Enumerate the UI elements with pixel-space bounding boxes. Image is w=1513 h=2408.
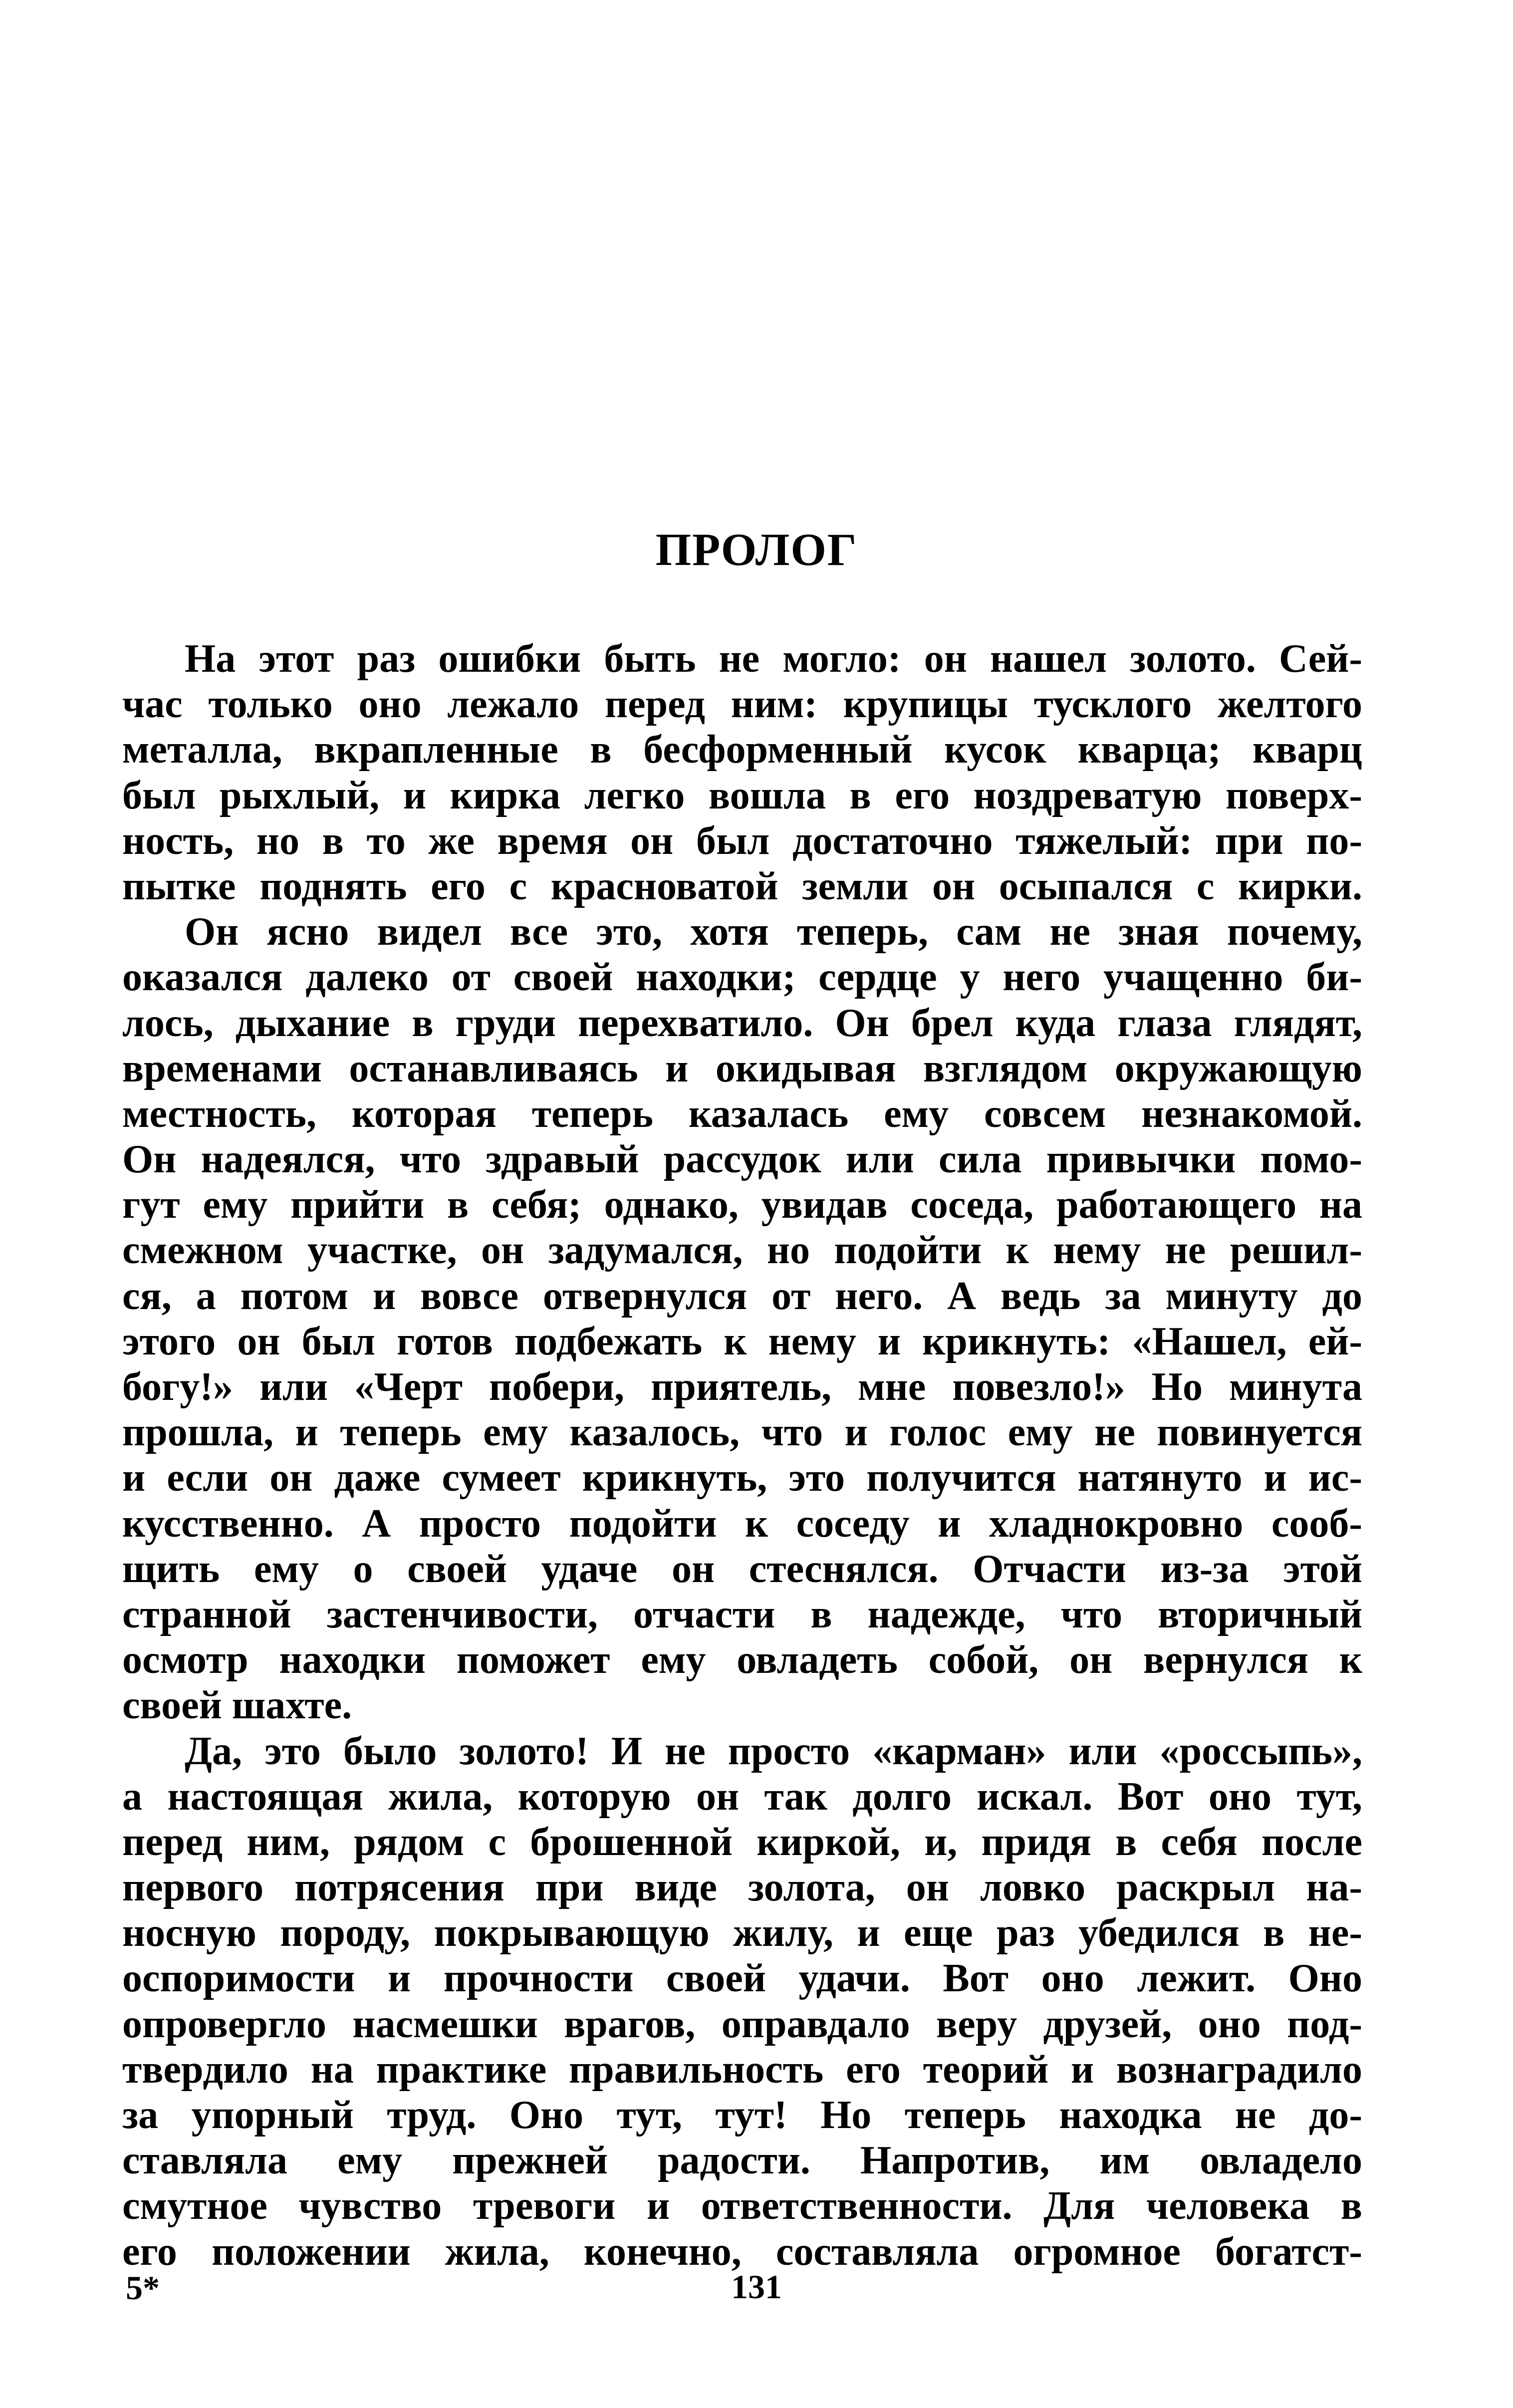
text-line: ность, но в то же время он был достаточно тяжелый: при по- — [122, 818, 1362, 863]
text-line: местность, которая теперь казалась ему совсем незнакомой. — [122, 1091, 1362, 1136]
text-line: своей шахте. — [122, 1683, 352, 1728]
text-line: смежном участке, он задумался, но подойти к нему не решил- — [122, 1228, 1362, 1273]
text-line: странной застенчивости, отчасти в надежде, что вторичный — [122, 1592, 1362, 1636]
text-line: лось, дыхание в груди перехватило. Он брел куда глаза глядят, — [122, 1001, 1362, 1045]
text-line: щить ему о своей удаче он стеснялся. Отчасти из-за этой — [122, 1547, 1362, 1591]
text-line: металла, вкрапленные в бесформенный кусок кварца; кварц — [122, 728, 1362, 772]
body-text — [122, 636, 1362, 2275]
text-line: за упорный труд. Оно тут, тут! Но теперь находка не до- — [122, 2093, 1362, 2137]
text-line: богу!» или «Черт побери, приятель, мне повезло!» Но минута — [122, 1365, 1362, 1409]
text-line: Он надеялся, что здравый рассудок или сила привычки помо- — [122, 1137, 1362, 1182]
text-line: его положении жила, конечно, составляла огромное богатст- — [122, 2229, 1362, 2274]
text-line: этого он был готов подбежать к нему и крикнуть: «Нашел, ей- — [122, 1319, 1362, 1363]
text-line: опровергло насмешки врагов, оправдало веру друзей, оно под- — [122, 2002, 1362, 2046]
text-line: был рыхлый, и кирка легко вошла в его ноздреватую поверх- — [122, 773, 1362, 817]
text-line: На этот раз ошибки быть не могло: он нашел золото. Сей- — [185, 637, 1362, 681]
chapter-title: ПРОЛОГ — [655, 524, 858, 575]
text-line: временами останавливаясь и окидывая взглядом окружающую — [122, 1046, 1362, 1090]
text-line: ся, а потом и вовсе отвернулся от него. А ведь за минуту до — [122, 1274, 1362, 1318]
text-line: смутное чувство тревоги и ответственности. Для человека в — [122, 2184, 1362, 2228]
text-line: Да, это было золото! И не просто «карман» или «россыпь», — [185, 1729, 1362, 1773]
text-line: твердило на практике правильность его теорий и вознаградило — [122, 2047, 1362, 2092]
text-line: первого потрясения при виде золота, он ловко раскрыл на- — [122, 1866, 1362, 1910]
text-line: осмотр находки поможет ему овладеть собой, он вернулся к — [122, 1638, 1362, 1682]
text-line: час только оно лежало перед ним: крупицы тусклого желтого — [122, 682, 1362, 727]
text-line: Он ясно видел все это, хотя теперь, сам не зная почему, — [185, 910, 1362, 954]
text-line: ставляла ему прежней радости. Напротив, им овладело — [122, 2139, 1362, 2183]
text-line: перед ним, рядом с брошенной киркой, и, придя в себя после — [122, 1820, 1362, 1864]
text-line: кусственно. А просто подойти к соседу и хладнокровно сооб- — [122, 1501, 1362, 1546]
signature-mark: 5* — [126, 2269, 160, 2307]
text-line: гут ему прийти в себя; однако, увидав соседа, работающего на — [122, 1183, 1362, 1227]
text-line: прошла, и теперь ему казалось, что и голос ему не повинуется — [122, 1410, 1362, 1455]
text-line: оспоримости и прочности своей удачи. Вот оно лежит. Оно — [122, 1956, 1362, 2001]
text-line: и если он даже сумеет крикнуть, это получится натянуто и ис- — [122, 1456, 1362, 1500]
text-line: носную породу, покрывающую жилу, и еще раз убедился в не- — [122, 1911, 1362, 1955]
text-line: пытке поднять его с красноватой земли он осыпался с кирки. — [122, 864, 1362, 908]
page-number: 131 — [731, 2268, 782, 2306]
text-line: оказался далеко от своей находки; сердце у него учащенно би- — [122, 955, 1362, 1000]
text-line: а настоящая жила, которую он так долго искал. Вот оно тут, — [122, 1774, 1362, 1819]
